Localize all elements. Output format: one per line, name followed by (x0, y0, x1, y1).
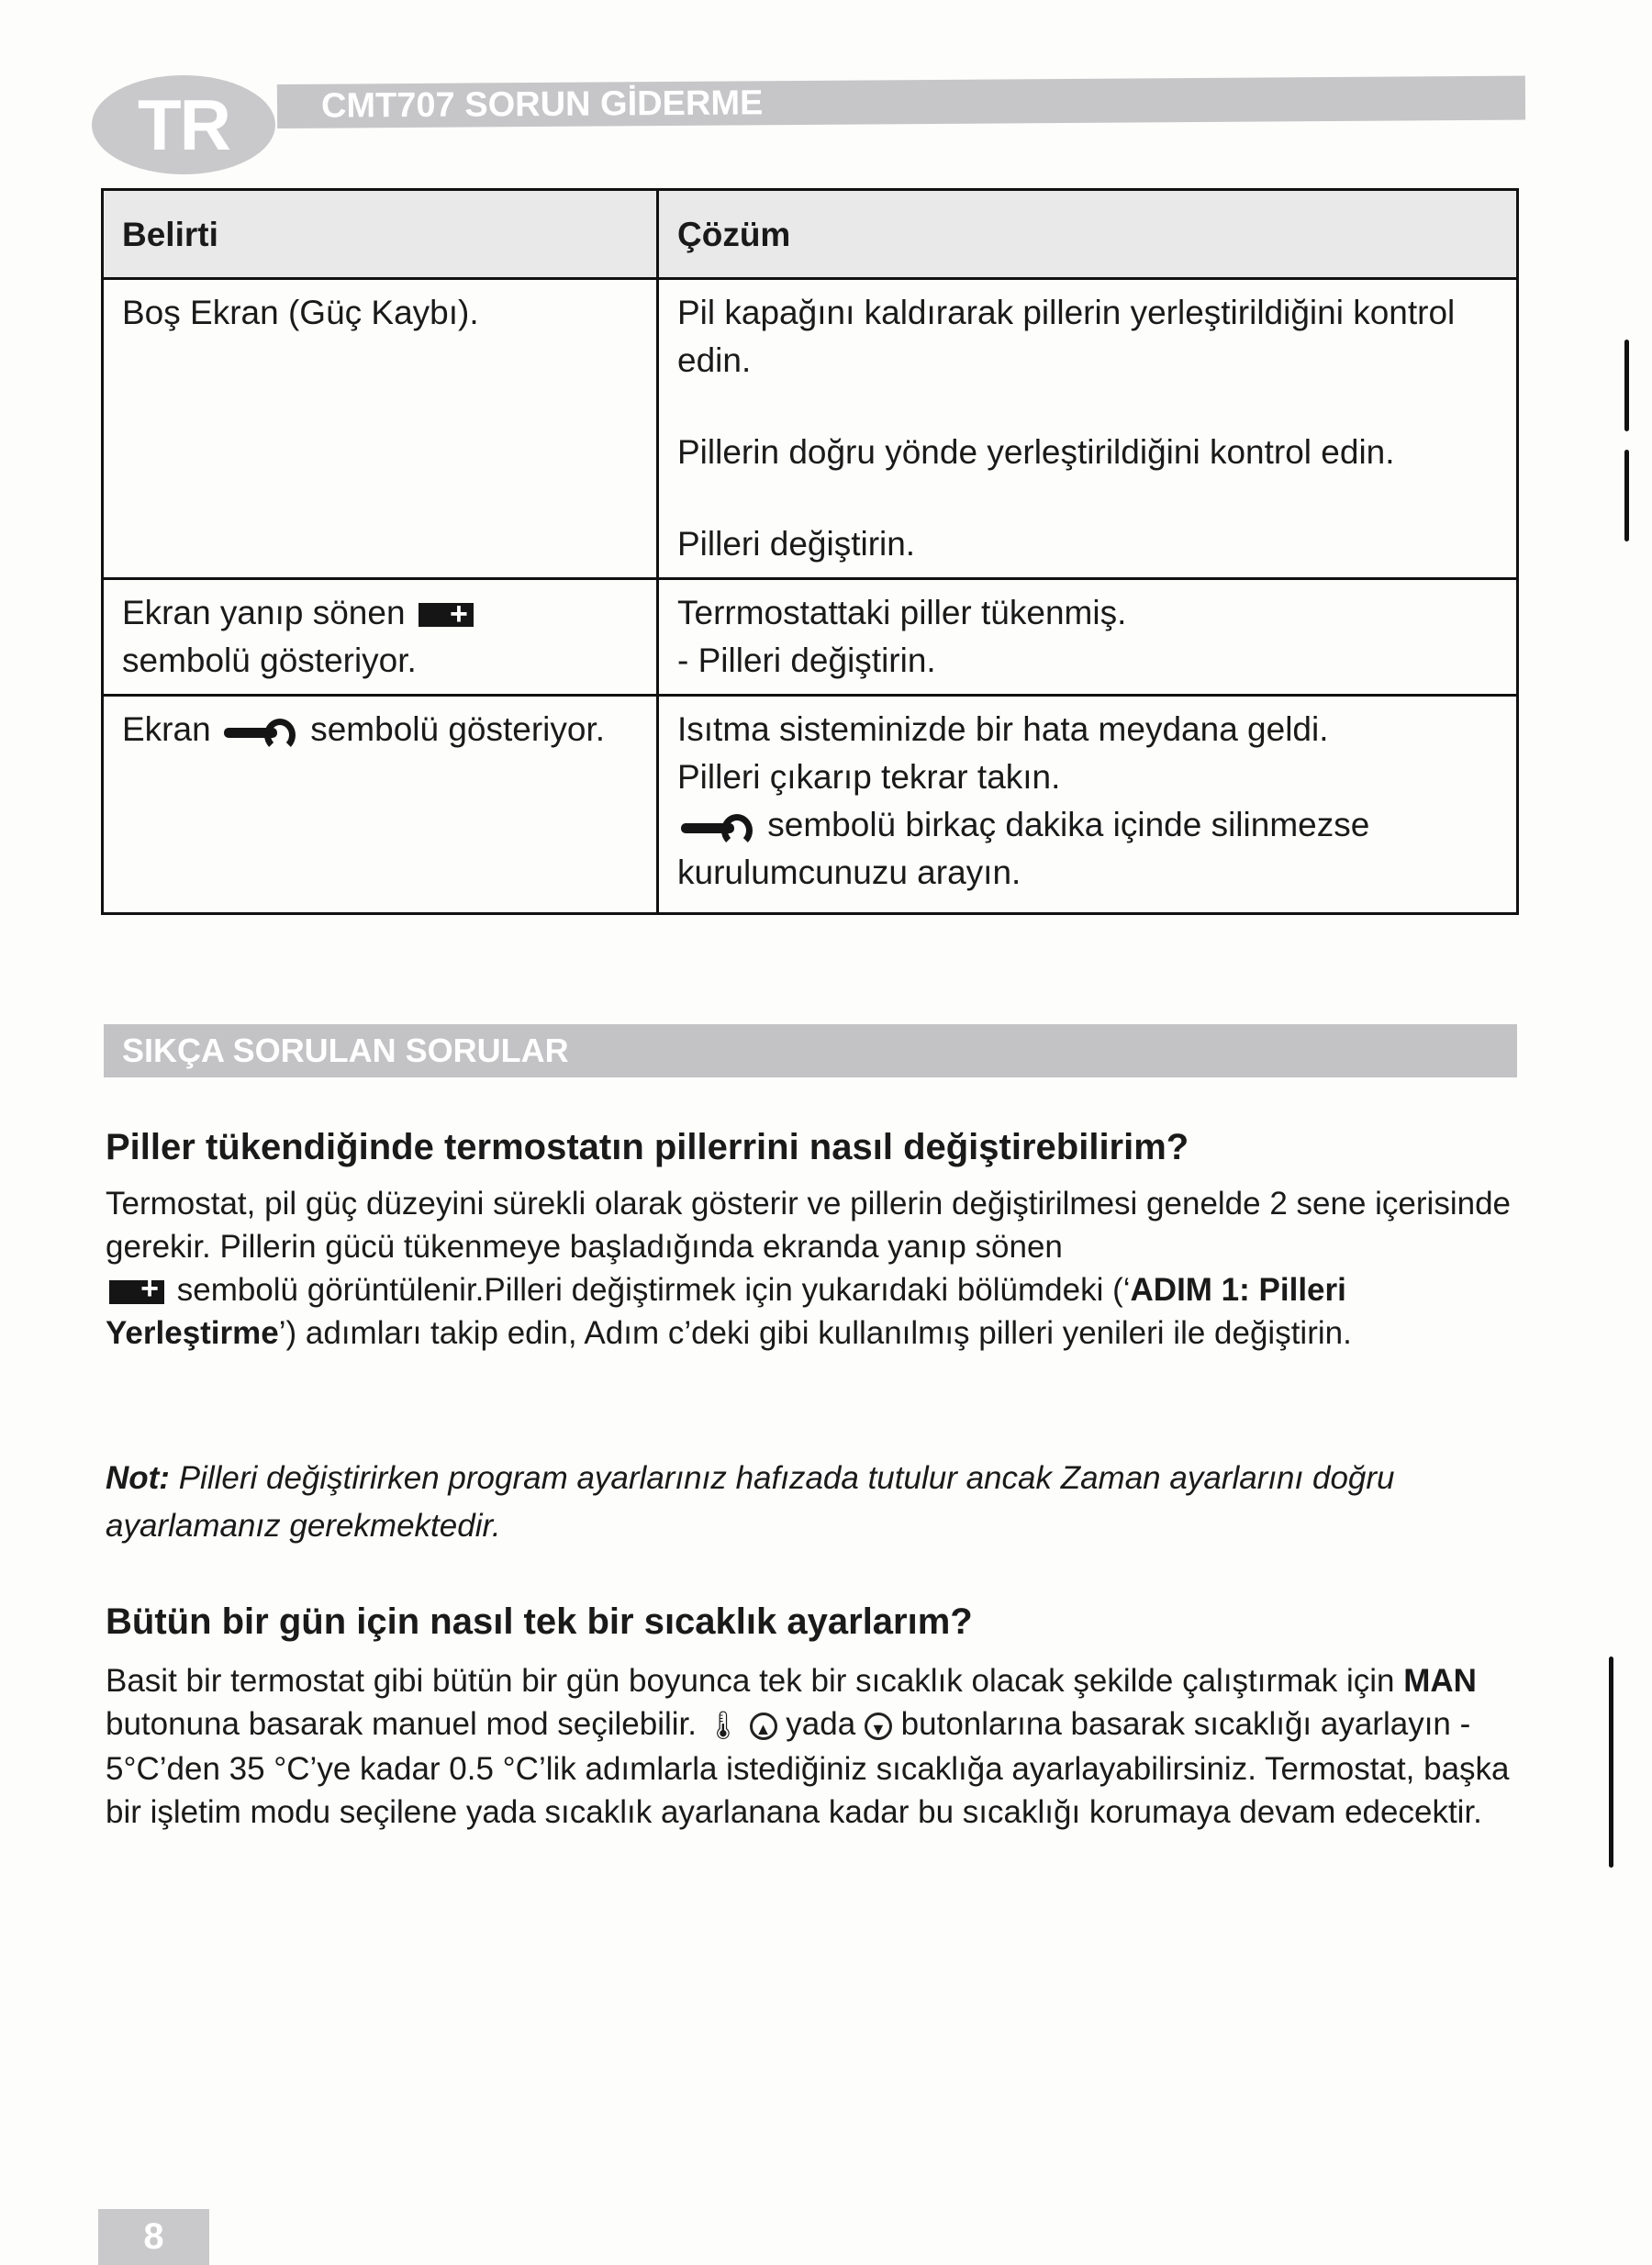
symptom-text: sembolü gösteriyor. (310, 710, 606, 748)
answer-text: Basit bir termostat gibi bütün bir gün boyunca tek bir sıcaklık olacak şekilde çalıştırmak için (106, 1663, 1395, 1699)
section-title-banner (277, 76, 1525, 128)
answer-text: butonlarına basarak sıcaklığı ayarlayın - 5°C’den 35 °C’ye kadar 0.5 °C’lik adımlarla istediğiniz sıcaklığa ayarlayabilirsiniz. Termostat, başka bir işletim modu seçilene yada sıcaklık ayarlanana kadar bu sıcaklığı korumaya devam edecektir. (106, 1706, 1510, 1831)
solution-text: - Pilleri değiştirin. (677, 642, 936, 679)
man-button-label: MAN (1403, 1663, 1477, 1699)
solution-text: Pil kapağını kaldırarak pillerin yerleştirildiğini kontrol edin. (677, 294, 1456, 379)
column-header-symptom: Belirti (103, 190, 658, 279)
troubleshooting-table (101, 188, 1519, 915)
answer-text: Termostat, pil güç düzeyini sürekli olarak gösterir ve pillerin değiştirilmesi genelde 2 sene içerisinde gerekir. Pillerin gücü tükenmeye başladığında ekranda yanıp sönen (106, 1186, 1511, 1265)
wrench-icon (224, 717, 297, 746)
symptom-cell (103, 279, 658, 579)
faq-question-2: Bütün bir gün için nasıl tek bir sıcaklık ayarlarım? (106, 1601, 973, 1642)
section-title: CMT707 SORUN GİDERME (320, 84, 764, 126)
table-row (103, 579, 1518, 696)
margin-mark (1624, 340, 1629, 431)
page-number: 8 (98, 2209, 209, 2265)
solution-cell (658, 279, 1518, 579)
table-row (103, 696, 1518, 914)
solution-cell (658, 696, 1518, 914)
note-text: Pilleri değiştirirken program ayarlarınız hafızada tutulur ancak Zaman ayarlarını doğru ayarlamanız gerekmektedir. (106, 1460, 1395, 1544)
symptom-text: Ekran (122, 710, 211, 748)
note-label: Not: (106, 1460, 170, 1496)
margin-mark (1609, 1657, 1613, 1868)
answer-text: yada (786, 1706, 856, 1742)
wrench-icon (681, 812, 754, 842)
solution-text: Pilleri değiştirin. (677, 525, 916, 563)
symptom-cell (103, 696, 658, 914)
symptom-cell (103, 579, 658, 696)
solution-text (677, 801, 1498, 897)
faq-section-title: SIKÇA SORULAN SORULAR (122, 1032, 569, 1069)
step-reference: ADIM 1: Pilleri Yerleştirme (106, 1272, 1346, 1351)
solution-text-after-icon: sembolü birkaç dakika içinde silinmezse kurulumcunuzu arayın. (677, 806, 1370, 891)
answer-text: sembolü görüntülenir.Pilleri değiştirmek için yukarıdaki bölümdeki (‘ (176, 1272, 1131, 1308)
faq-answer-1 (106, 1182, 1519, 1355)
solution-text: Pillerin doğru yönde yerleştirildiğini kontrol edin. (677, 433, 1395, 471)
margin-mark (1624, 450, 1629, 541)
faq-section-banner (104, 1024, 1517, 1077)
solution-cell (658, 579, 1518, 696)
table-header-row (103, 190, 1518, 279)
column-header-solution: Çözüm (658, 190, 1518, 279)
up-button-icon: ▲ (750, 1713, 777, 1740)
thermometer-icon: 🌡 (705, 1711, 741, 1742)
solution-text: Isıtma sisteminizde bir hata meydana geldi. (677, 710, 1329, 748)
faq-answer-2 (106, 1659, 1519, 1834)
symptom-text: Ekran yanıp sönen (122, 594, 406, 631)
answer-text: ’) adımları takip edin, Adım c’deki gibi kullanılmış pilleri yenileri ile değiştirin. (278, 1315, 1352, 1351)
symptom-text: sembolü gösteriyor. (122, 642, 417, 679)
table-row (103, 279, 1518, 579)
solution-text: Pilleri çıkarıp tekrar takın. (677, 758, 1061, 796)
battery-low-icon (109, 1280, 164, 1304)
symptom-text: Boş Ekran (Güç Kaybı). (122, 294, 479, 331)
faq-question-1: Piller tükendiğinde termostatın pillerrini nasıl değiştirebilirim? (106, 1127, 1189, 1167)
down-button-icon: ▼ (865, 1713, 892, 1740)
answer-text: butonuna basarak manuel mod seçilebilir. (106, 1706, 697, 1742)
faq-note (106, 1455, 1519, 1550)
battery-low-icon (419, 603, 474, 627)
solution-text: Terrmostattaki piller tükenmiş. (677, 594, 1127, 631)
language-badge: TR (92, 75, 275, 174)
